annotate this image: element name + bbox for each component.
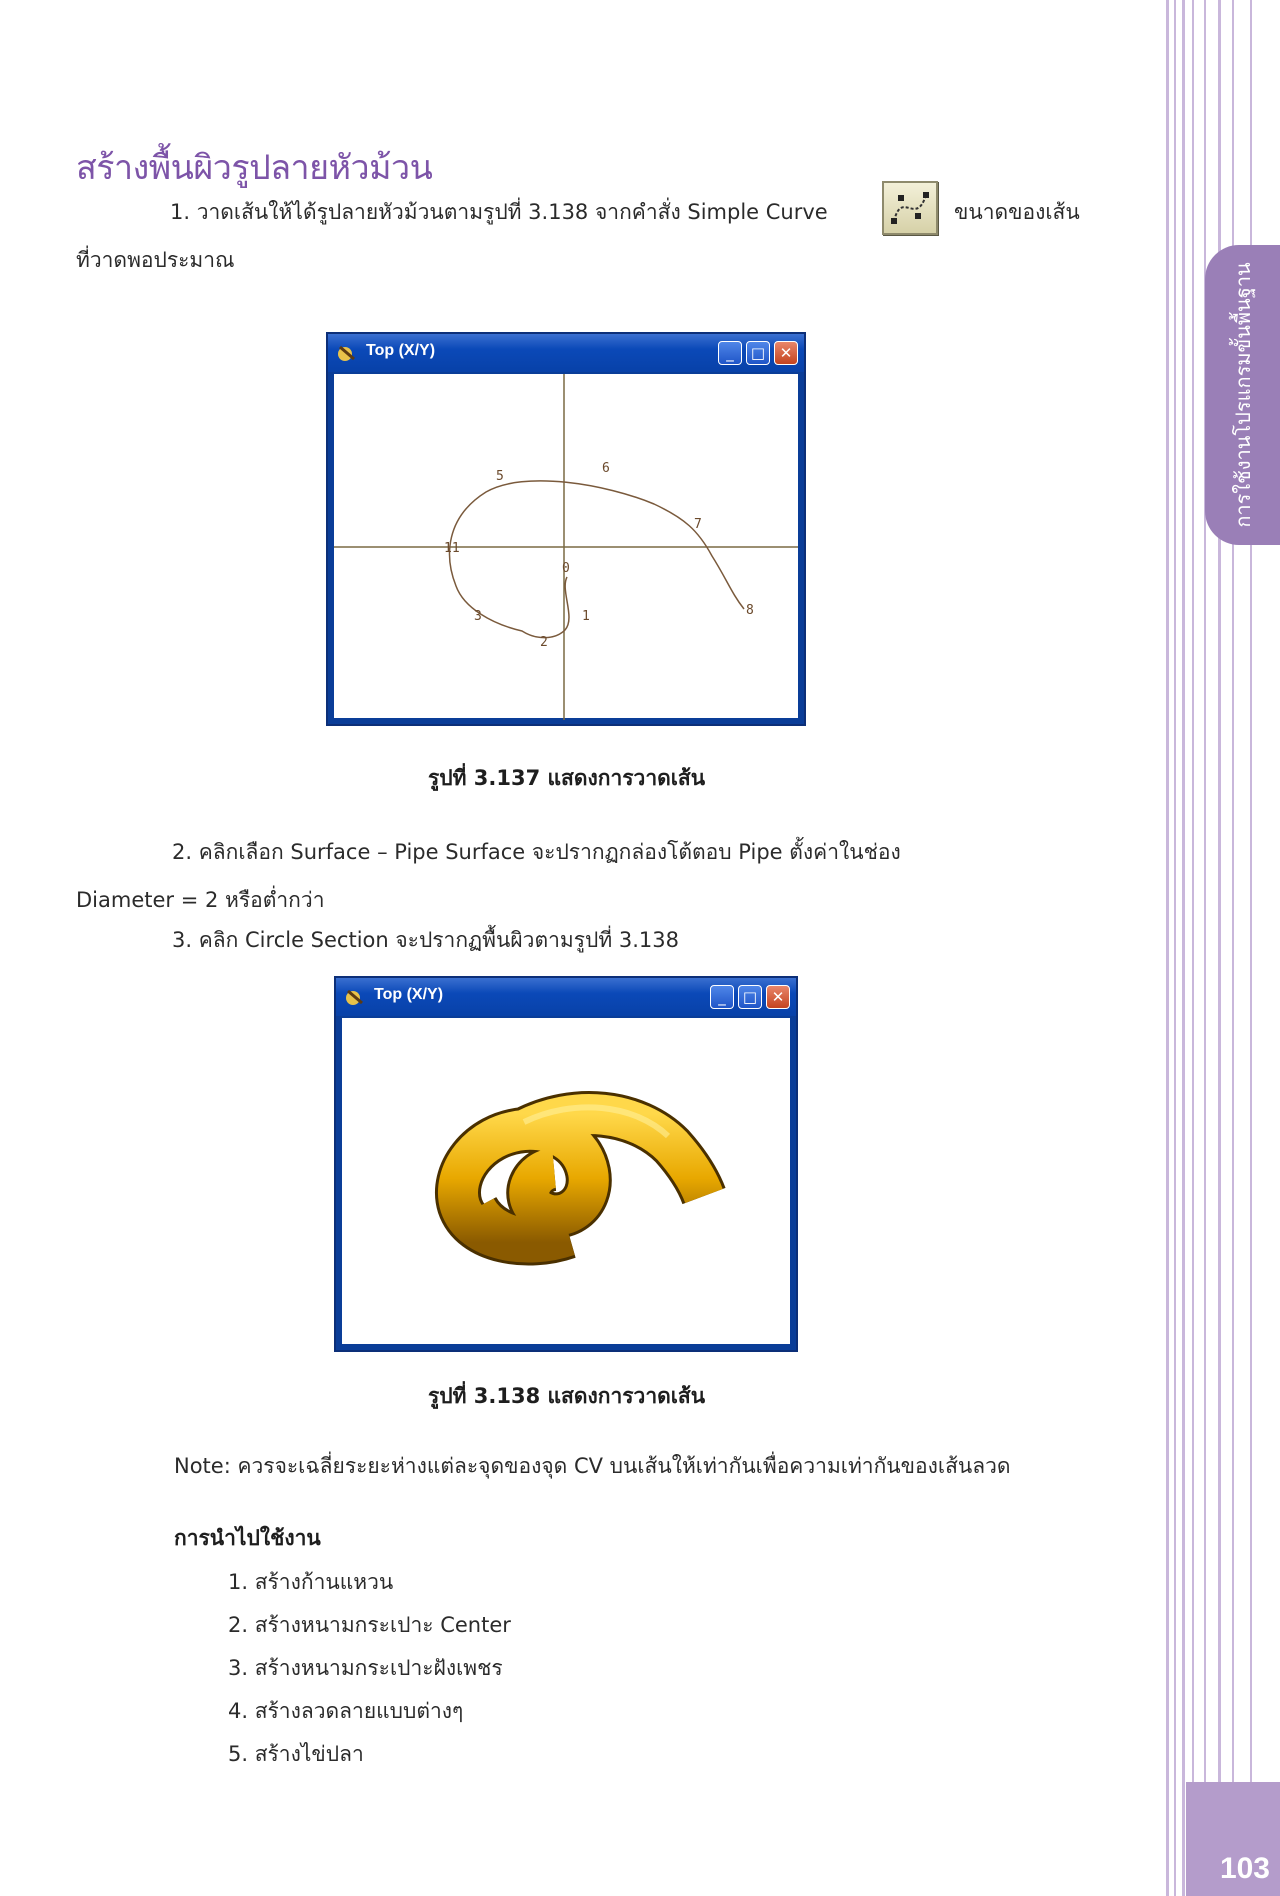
usage-item: 4. สร้างลวดลายแบบต่างๆ xyxy=(228,1699,464,1723)
section-heading: สร้างพื้นผิวรูปลายหัวม้วน xyxy=(76,148,433,188)
page-number: 103 xyxy=(1219,1852,1270,1885)
cv-label: 3 xyxy=(474,609,482,624)
viewport-canvas xyxy=(334,374,798,718)
step3-text: 3. คลิก Circle Section จะปรากฏพื้นผิวตามรูปที่ 3.138 xyxy=(172,928,679,952)
simple-curve-tool-icon xyxy=(882,181,938,235)
usage-item: 5. สร้างไข่ปลา xyxy=(228,1742,364,1766)
step2-line2: Diameter = 2 หรือต่ำกว่า xyxy=(76,888,325,912)
usage-item: 1. สร้างก้านแหวน xyxy=(228,1570,394,1594)
pipe-surface-render xyxy=(342,1018,790,1346)
chapter-side-tab-label: การใช้งานโปรแกรมขั้นพื้นฐาน xyxy=(1230,262,1255,528)
viewport-window-top-pipe xyxy=(334,976,798,1352)
step1-line1: 1. วาดเส้นให้ได้รูปลายหัวม้วนตามรูปที่ 3.138 จากคำสั่ง Simple Curve xyxy=(170,200,828,224)
cv-label: 7 xyxy=(694,517,702,532)
usage-item: 2. สร้างหนามกระเปาะ Center xyxy=(228,1613,511,1637)
window-titlebar xyxy=(328,334,804,372)
page-number-box xyxy=(1186,1782,1280,1896)
window-title: Top (X/Y) xyxy=(374,986,444,1003)
note-text: Note: ควรจะเฉลี่ยระยะห่างแต่ละจุดของจุด CV บนเส้นให้เท่ากันเพื่อความเท่ากันของเส้นลวด xyxy=(174,1454,1011,1478)
close-button[interactable]: ✕ xyxy=(766,985,790,1009)
curve-drawing xyxy=(334,374,798,720)
minimize-button[interactable]: _ xyxy=(710,985,734,1009)
spiral-curve xyxy=(450,481,744,638)
maximize-button[interactable]: □ xyxy=(746,341,770,365)
minimize-button[interactable]: _ xyxy=(718,341,742,365)
figure2-caption: รูปที่ 3.138 แสดงการวาดเส้น xyxy=(428,1384,706,1408)
cv-label: 1 xyxy=(582,609,590,624)
cv-label: 0 xyxy=(562,561,570,576)
app-icon xyxy=(336,343,358,363)
cv-label: 8 xyxy=(746,603,754,618)
window-titlebar xyxy=(336,978,796,1016)
window-title: Top (X/Y) xyxy=(366,342,436,359)
step1-line2: ที่วาดพอประมาณ xyxy=(76,248,235,272)
viewport-canvas xyxy=(342,1018,790,1344)
figure1-caption: รูปที่ 3.137 แสดงการวาดเส้น xyxy=(428,766,706,790)
cv-label: 11 xyxy=(444,541,460,556)
app-icon xyxy=(344,987,366,1007)
usage-heading: การนำไปใช้งาน xyxy=(174,1526,321,1550)
viewport-window-top-curve xyxy=(326,332,806,726)
cv-label: 5 xyxy=(496,469,504,484)
cv-label: 6 xyxy=(602,461,610,476)
step1-line1-tail: ขนาดของเส้น xyxy=(954,200,1080,224)
maximize-button[interactable]: □ xyxy=(738,985,762,1009)
close-button[interactable]: ✕ xyxy=(774,341,798,365)
usage-item: 3. สร้างหนามกระเปาะฝังเพชร xyxy=(228,1656,503,1680)
chapter-side-tab xyxy=(1205,245,1280,545)
cv-label: 2 xyxy=(540,635,548,650)
step2-line1: 2. คลิกเลือก Surface – Pipe Surface จะปรากฏกล่องโต้ตอบ Pipe ตั้งค่าในช่อง xyxy=(172,840,901,864)
